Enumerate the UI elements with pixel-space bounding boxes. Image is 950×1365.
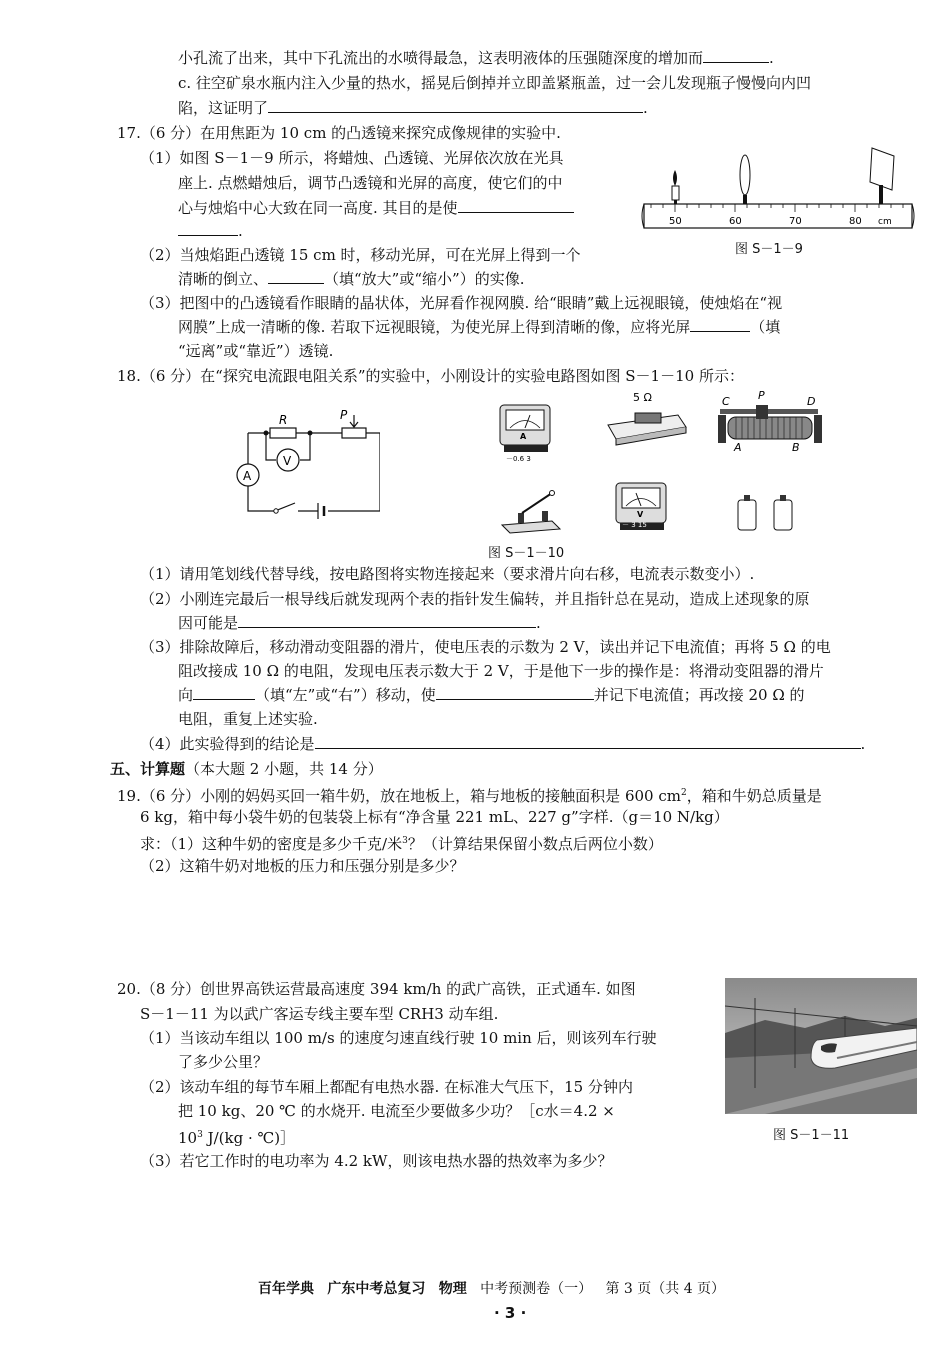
rheostat-icon (718, 389, 822, 454)
text-line: （2）该动车组的每节车厢上都配有电热水器. 在标准大气压下，15 分钟内 (140, 1078, 633, 1096)
svg-text:－0.6 3: －0.6 3 (506, 455, 531, 463)
text-line: （2）小刚连完最后一根导线后就发现两个表的指针发生偏转，并且指针总在晃动，造成上述现象的原 (140, 590, 810, 608)
ammeter-icon (500, 405, 550, 463)
svg-text:C: C (722, 395, 730, 408)
ruler-label: 50 (669, 216, 682, 227)
text-line: （1）当该动车组以 100 m/s 的速度匀速直线行驶 10 min 后，则该列车行驶 (140, 1029, 657, 1047)
battery-icon (738, 495, 792, 530)
footer-paper: 中考预测卷（一） (480, 1281, 593, 1297)
footer (258, 1278, 725, 1300)
ruler-label: 60 (729, 216, 742, 227)
optical-bench-figure (640, 140, 920, 235)
text-line: （4）此实验得到的结论是 . (140, 735, 866, 753)
footer-pageinfo: 第 3 页（共 4 页） (605, 1281, 726, 1297)
svg-text:A: A (734, 441, 742, 454)
voltmeter-symbol (277, 449, 299, 471)
svg-text:V: V (637, 510, 644, 519)
screen-icon (870, 148, 894, 211)
svg-text:P: P (758, 389, 765, 402)
apparatus-figure (490, 385, 840, 535)
page-number: · 3 · (494, 1304, 527, 1322)
text-line: 阻改接成 10 Ω 的电阻，发现电压表示数大于 2 V，于是他下一步的操作是：将滑动变阻器的滑片 (178, 662, 824, 680)
question-20-line: 20.（8 分）创世界高铁运营最高速度 394 km/h 的武广高铁，正式通车. 如图 (117, 980, 636, 998)
text-line: （2）当烛焰距凸透镜 15 cm 时，移动光屏，可在光屏上得到一个 (140, 246, 581, 264)
text-line: 清晰的倒立、 （填“放大”或“缩小”）的实像. (178, 270, 525, 288)
svg-text:V: V (283, 454, 292, 468)
train-photo (725, 978, 917, 1114)
ruler-label: 70 (789, 216, 802, 227)
svg-text:5 Ω: 5 Ω (633, 391, 652, 404)
text-line: 陷，这证明了 . (178, 99, 648, 117)
text-line: 网膜”上成一清晰的像. 若取下远视眼镜，为使光屏上得到清晰的像，应将光屏 （填 (178, 318, 781, 336)
text-line: c. 往空矿泉水瓶内注入少量的热水，摇晃后倒掉并立即盖紧瓶盖，过一会儿发现瓶子慢慢向内凹 (178, 74, 811, 92)
svg-text:A: A (520, 432, 527, 441)
footer-series: 广东中考总复习 (327, 1281, 426, 1297)
text-line: （1）如图 S－1－9 所示，将蜡烛、凸透镜、光屏依次放在光具 (140, 149, 564, 167)
text-line: （3）若它工作时的电功率为 4.2 kW，则该电热水器的热效率为多少？ (140, 1152, 613, 1170)
switch-icon (502, 491, 560, 534)
svg-text:B: B (792, 441, 800, 454)
text-line: （3）把图中的凸透镜看作眼睛的晶状体，光屏看作视网膜. 给“眼睛”戴上远视眼镜，使烛焰在“视 (140, 294, 783, 312)
voltmeter-icon (616, 483, 666, 530)
text-line: 求：（1）这种牛奶的密度是多少千克/米$^3$？（计算结果保留小数点后两位小数） (140, 835, 663, 853)
svg-text:－ 3 15: － 3 15 (622, 521, 647, 529)
text-line: 6 kg，箱中每小袋牛奶的包装袋上标有“净含量 221 mL、227 g”字样.（g＝10 N/kg） (140, 808, 729, 826)
text-line: 电阻，重复上述实验. (178, 710, 318, 728)
ruler-label: 80 (849, 216, 862, 227)
text-line: “远离”或“靠近”）透镜. (178, 342, 334, 360)
text-line: （1）请用笔划线代替导线，按电路图将实物连接起来（要求滑片向右移，电流表示数变小）. (140, 565, 755, 583)
section-title: 五、计算题（本大题 2 小题，共 14 分） (110, 760, 383, 778)
text-line: S－1－11 为以武广客运专线主要车型 CRH3 动车组. (140, 1005, 499, 1023)
text-line: 座上. 点燃蜡烛后，调节凸透镜和光屏的高度，使它们的中 (178, 174, 563, 192)
text-line: 把 10 kg、20 ℃ 的水烧开. 电流至少要做多少功？［c水＝4.2 × (178, 1102, 615, 1120)
text-line: （2）这箱牛奶对地板的压力和压强分别是多少？ (140, 857, 465, 875)
slider-label: P (340, 408, 348, 422)
text-line: $10^3$ J/(kg · ℃)］ (178, 1129, 296, 1147)
circuit-diagram (230, 405, 380, 525)
ruler-label: cm (878, 217, 892, 227)
figure-caption: 图 S－1－10 (488, 546, 565, 561)
text-line: 了多少公里？ (178, 1053, 269, 1071)
question-18-head: 18.（6 分）在“探究电流跟电阻关系”的实验中，小刚设计的实验电路图如图 S－1－10 所示： (117, 367, 744, 385)
footer-subject: 物理 (438, 1281, 467, 1297)
question-19-line: 19.（6 分）小刚的妈妈买回一箱牛奶，放在地板上，箱与地板的接触面积是 600 $cm^2$，箱和牛奶总质量是 (117, 787, 822, 805)
figure-caption: 图 S－1－11 (773, 1128, 850, 1143)
resistor-label: R (279, 413, 288, 427)
footer-brand: 百年学典 (258, 1281, 314, 1297)
text-line: 向 （填“左”或“右”）移动，使 并记下电流值；再改接 20 Ω 的 (178, 686, 805, 704)
candle-icon (672, 170, 679, 206)
ruler (644, 204, 912, 228)
lens-icon (740, 155, 750, 206)
text-line: 小孔流了出来，其中下孔流出的水喷得最急，这表明液体的压强随深度的增加而 . (178, 49, 774, 67)
svg-text:A: A (243, 469, 252, 483)
text-line: 因可能是 . (178, 614, 541, 632)
figure-caption: 图 S－1－9 (735, 242, 803, 257)
ammeter-symbol (237, 464, 259, 486)
text-line: （3）排除故障后，移动滑动变阻器的滑片，使电压表的示数为 2 V，读出并记下电流值；再将 5 Ω 的电 (140, 638, 831, 656)
text-line: . (178, 220, 243, 242)
question-17-head: 17.（6 分）在用焦距为 10 cm 的凸透镜来探究成像规律的实验中. (117, 124, 561, 142)
resistor-icon (608, 391, 686, 445)
text-line: 心与烛焰中心大致在同一高度. 其目的是使 (178, 197, 574, 219)
svg-text:D: D (807, 395, 816, 408)
